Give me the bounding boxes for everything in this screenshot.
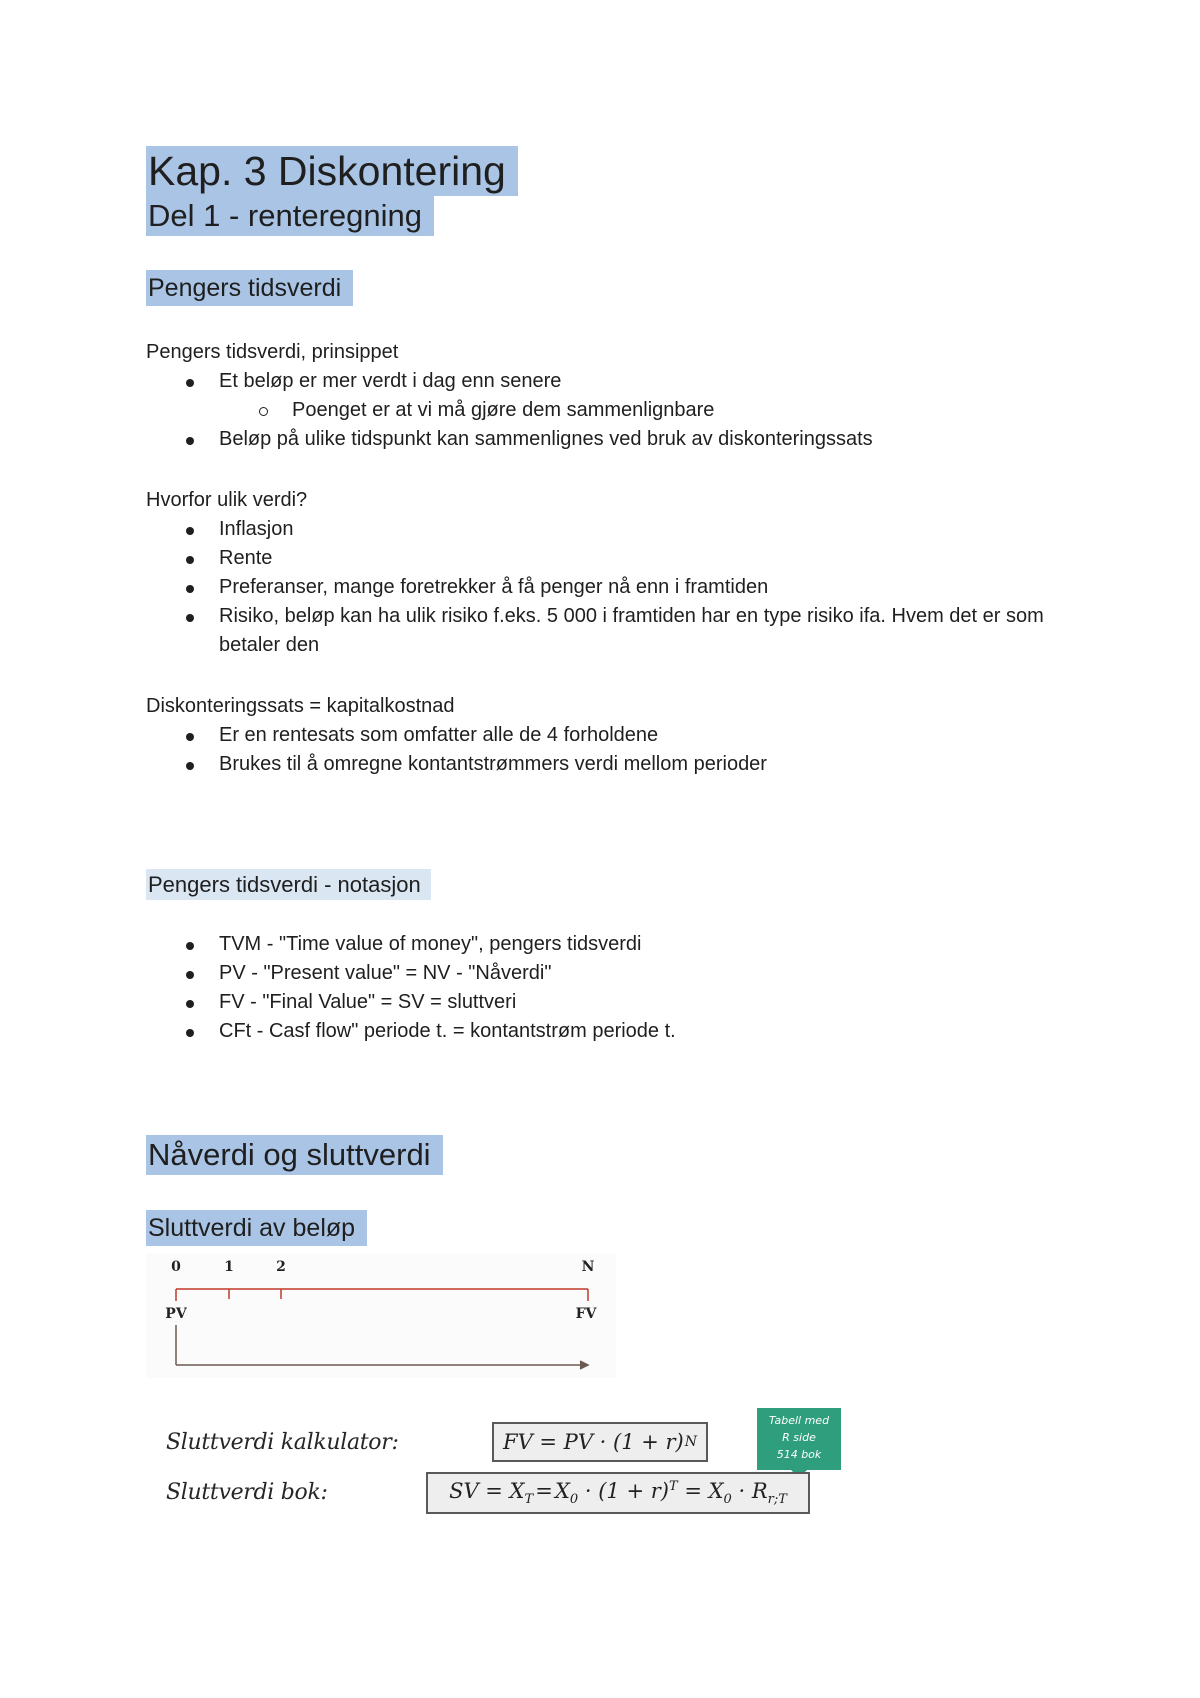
formula-section — [146, 1408, 846, 1538]
list-item: TVM - "Time value of money", pengers tidsverdi — [146, 930, 1049, 959]
bullet-icon — [186, 379, 194, 387]
pv-label: PV — [165, 1306, 187, 1322]
bullet-icon — [186, 614, 194, 622]
timeline-svg — [146, 1253, 616, 1378]
page-subtitle: Del 1 - renteregning — [146, 196, 434, 236]
list-item: Beløp på ulike tidspunkt kan sammenlignes ved bruk av diskonteringssats — [146, 425, 1049, 454]
bullet-icon — [186, 942, 194, 950]
list-item: Inflasjon — [146, 515, 1049, 544]
list-notasjon — [146, 930, 1049, 1046]
list-diskonteringssats — [146, 721, 1049, 779]
bullet-icon — [186, 527, 194, 535]
section-heading-pengers-tidsverdi: Pengers tidsverdi — [146, 270, 353, 306]
list-hvorfor — [146, 515, 1049, 660]
paragraph-hvorfor: Hvorfor ulik verdi? — [146, 489, 308, 511]
bullet-icon — [186, 1000, 194, 1008]
fv-label: FV — [575, 1306, 597, 1322]
tick-label-2: 2 — [276, 1259, 286, 1275]
book-formula: SV = $X_T$ = $X_0 \cdot (1 + r)^T = X_0 \cdot R_{r;T}$ — [449, 1478, 787, 1508]
paragraph-prinsippet: Pengers tidsverdi, prinsippet — [146, 341, 399, 363]
list-item: Er en rentesats som omfatter alle de 4 forholdene — [146, 721, 1049, 750]
bullet-icon — [186, 556, 194, 564]
bullet-icon — [186, 971, 194, 979]
tick-label-0: 0 — [171, 1259, 181, 1275]
growth-arrow — [176, 1325, 588, 1369]
calc-label: Sluttverdi kalkulator: — [166, 1430, 399, 1455]
list-item: PV - "Present value" = NV - "Nåverdi" — [146, 959, 1049, 988]
table-note-callout: Tabell med R side 514 bok — [757, 1408, 841, 1470]
section-subheading-sluttverdi: Sluttverdi av beløp — [146, 1210, 367, 1246]
timeline-line — [176, 1289, 588, 1301]
list-item: CFt - Casf flow" periode t. = kontantstrøm periode t. — [146, 1017, 1049, 1046]
list-item: Brukes til å omregne kontantstrømmers verdi mellom perioder — [146, 750, 1049, 779]
list-item: Rente — [146, 544, 1049, 573]
tick-label-1: 1 — [224, 1259, 234, 1275]
bullet-icon — [186, 1029, 194, 1037]
page-title: Kap. 3 Diskontering — [146, 146, 518, 196]
list-item: Et beløp er mer verdt i dag enn senere — [146, 367, 1049, 396]
tick-label-n: N — [581, 1259, 595, 1275]
list-item: Poenget er at vi må gjøre dem sammenlignbare — [146, 396, 1122, 425]
bullet-icon — [186, 437, 194, 445]
list-prinsippet — [146, 367, 1049, 396]
bullet-icon — [186, 733, 194, 741]
list-item: FV - "Final Value" = SV = sluttveri — [146, 988, 1049, 1017]
bullet-icon — [186, 585, 194, 593]
section-heading-naverdi: Nåverdi og sluttverdi — [146, 1135, 443, 1175]
book-label: Sluttverdi bok: — [166, 1480, 328, 1505]
list-item: Preferanser, mange foretrekker å få penger nå enn i framtiden — [146, 573, 1049, 602]
list-item: Risiko, beløp kan ha ulik risiko f.eks. 5 000 i framtiden har en type risiko ifa. Hvem det er som betaler den — [146, 602, 1049, 660]
list-prinsippet-2 — [146, 425, 1049, 454]
book-formula-box — [426, 1472, 810, 1514]
calc-formula-box: FV = PV · (1 + r) N — [492, 1422, 708, 1462]
sublist-prinsippet — [146, 396, 1122, 425]
section-heading-notasjon: Pengers tidsverdi - notasjon — [146, 869, 431, 900]
timeline-diagram — [146, 1253, 616, 1378]
hollow-bullet-icon — [259, 407, 268, 416]
bullet-icon — [186, 762, 194, 770]
paragraph-diskonteringssats: Diskonteringssats = kapitalkostnad — [146, 695, 455, 717]
